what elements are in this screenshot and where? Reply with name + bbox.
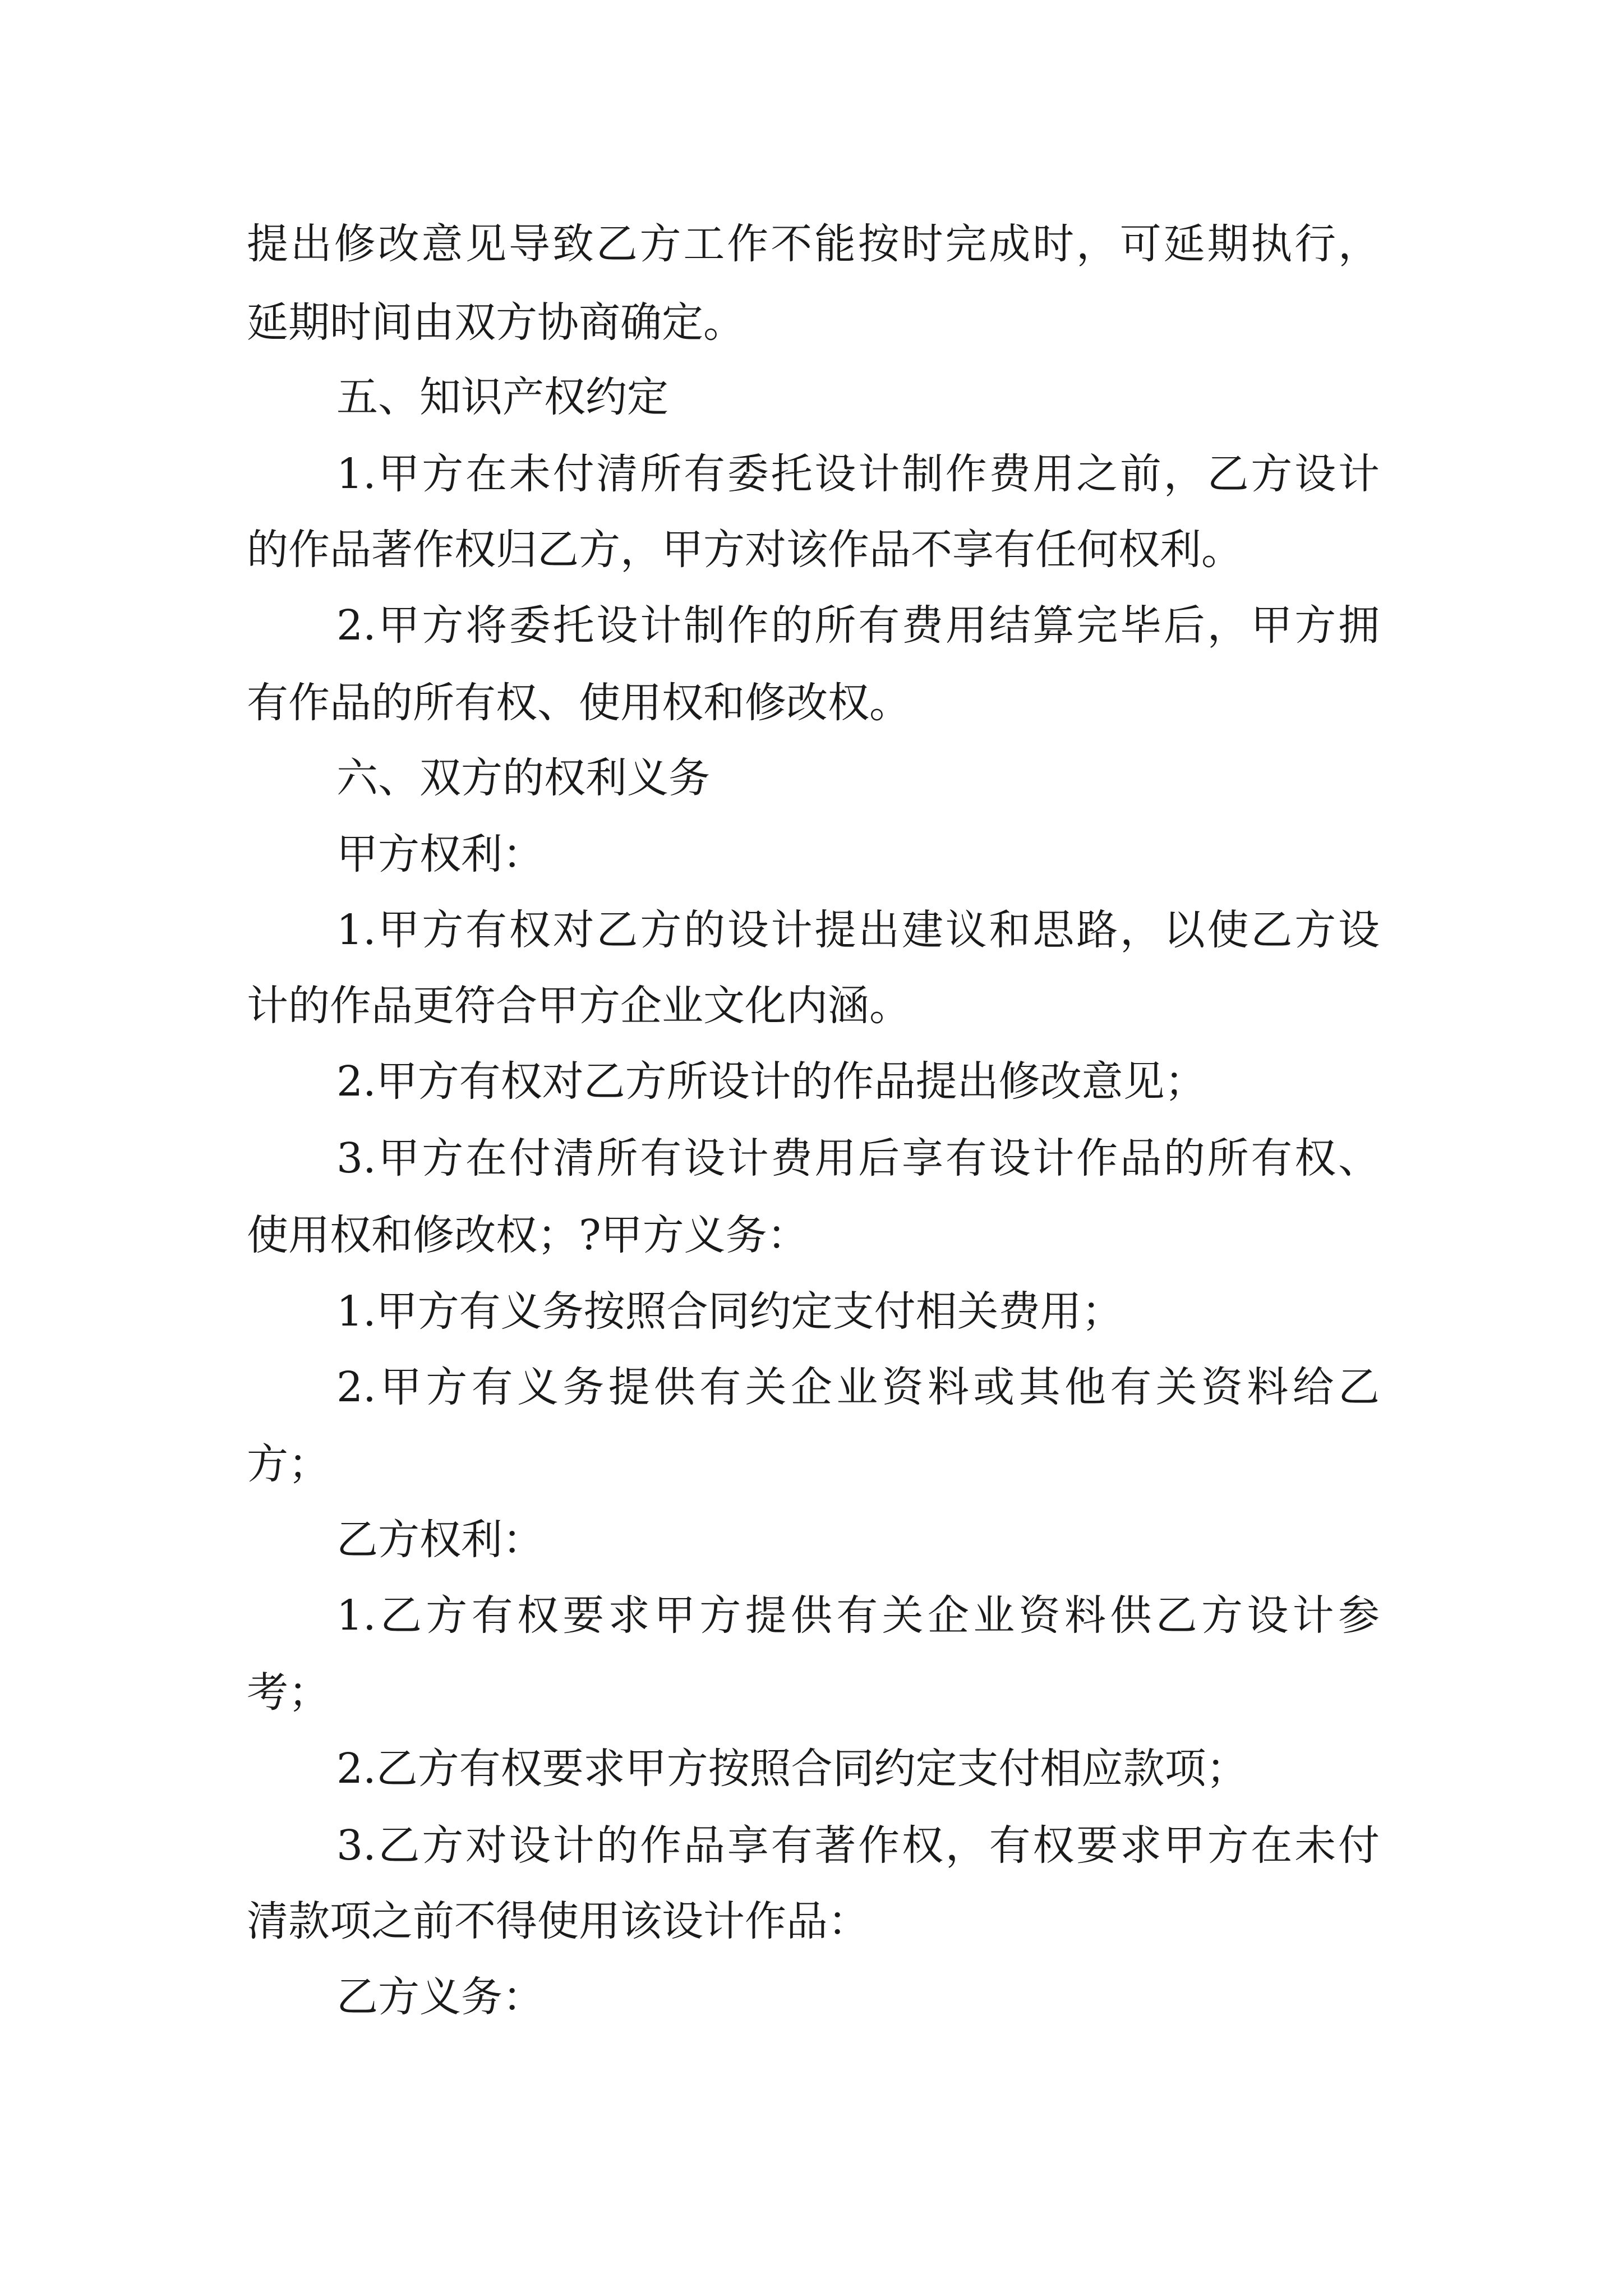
text-line: 有作品的所有权、使用权和修改权。 — [247, 679, 911, 727]
text-line: 延期时间由双方协商确定。 — [247, 298, 745, 347]
section-heading: 六、双方的权利义务 — [336, 754, 710, 802]
text-line: 2.甲方将委托设计制作的所有费用结算完毕后，甲方拥 — [336, 601, 1380, 650]
subheading: 甲方权利： — [336, 830, 544, 878]
text-line: 2.甲方有义务提供有关企业资料或其他有关资料给乙 — [336, 1363, 1380, 1411]
text-line: 2.甲方有权对乙方所设计的作品提出修改意见； — [336, 1057, 1206, 1106]
text-line: 3.甲方在付清所有设计费用后享有设计作品的所有权、 — [336, 1134, 1380, 1182]
text-line: 计的作品更符合甲方企业文化内涵。 — [247, 982, 911, 1030]
text-line: 的作品著作权归乙方，甲方对该作品不享有任何权利。 — [247, 526, 1243, 574]
text-line: 1.甲方有义务按照合同约定支付相关费用； — [336, 1287, 1123, 1336]
section-heading: 五、知识产权约定 — [336, 373, 668, 421]
text-line: 3.乙方对设计的作品享有著作权，有权要求甲方在未付 — [336, 1821, 1380, 1870]
text-line: 2.乙方有权要求甲方按照合同约定支付相应款项； — [336, 1745, 1248, 1793]
subheading: 乙方义务： — [336, 1973, 544, 2021]
text-line: 考； — [247, 1668, 330, 1717]
text-line: 清款项之前不得使用该设计作品： — [247, 1897, 869, 1945]
text-line: 1.甲方在未付清所有委托设计制作费用之前，乙方设计 — [336, 450, 1380, 498]
text-line: 使用权和修改权；?甲方义务： — [247, 1211, 809, 1259]
text-line: 1.甲方有权对乙方的设计提出建议和思路，以使乙方设 — [336, 906, 1380, 954]
subheading: 乙方权利： — [336, 1516, 544, 1564]
text-line: 方； — [247, 1440, 330, 1488]
text-line: 提出修改意见导致乙方工作不能按时完成时，可延期执行， — [247, 220, 1380, 268]
text-line: 1.乙方有权要求甲方提供有关企业资料供乙方设计参 — [336, 1591, 1380, 1640]
